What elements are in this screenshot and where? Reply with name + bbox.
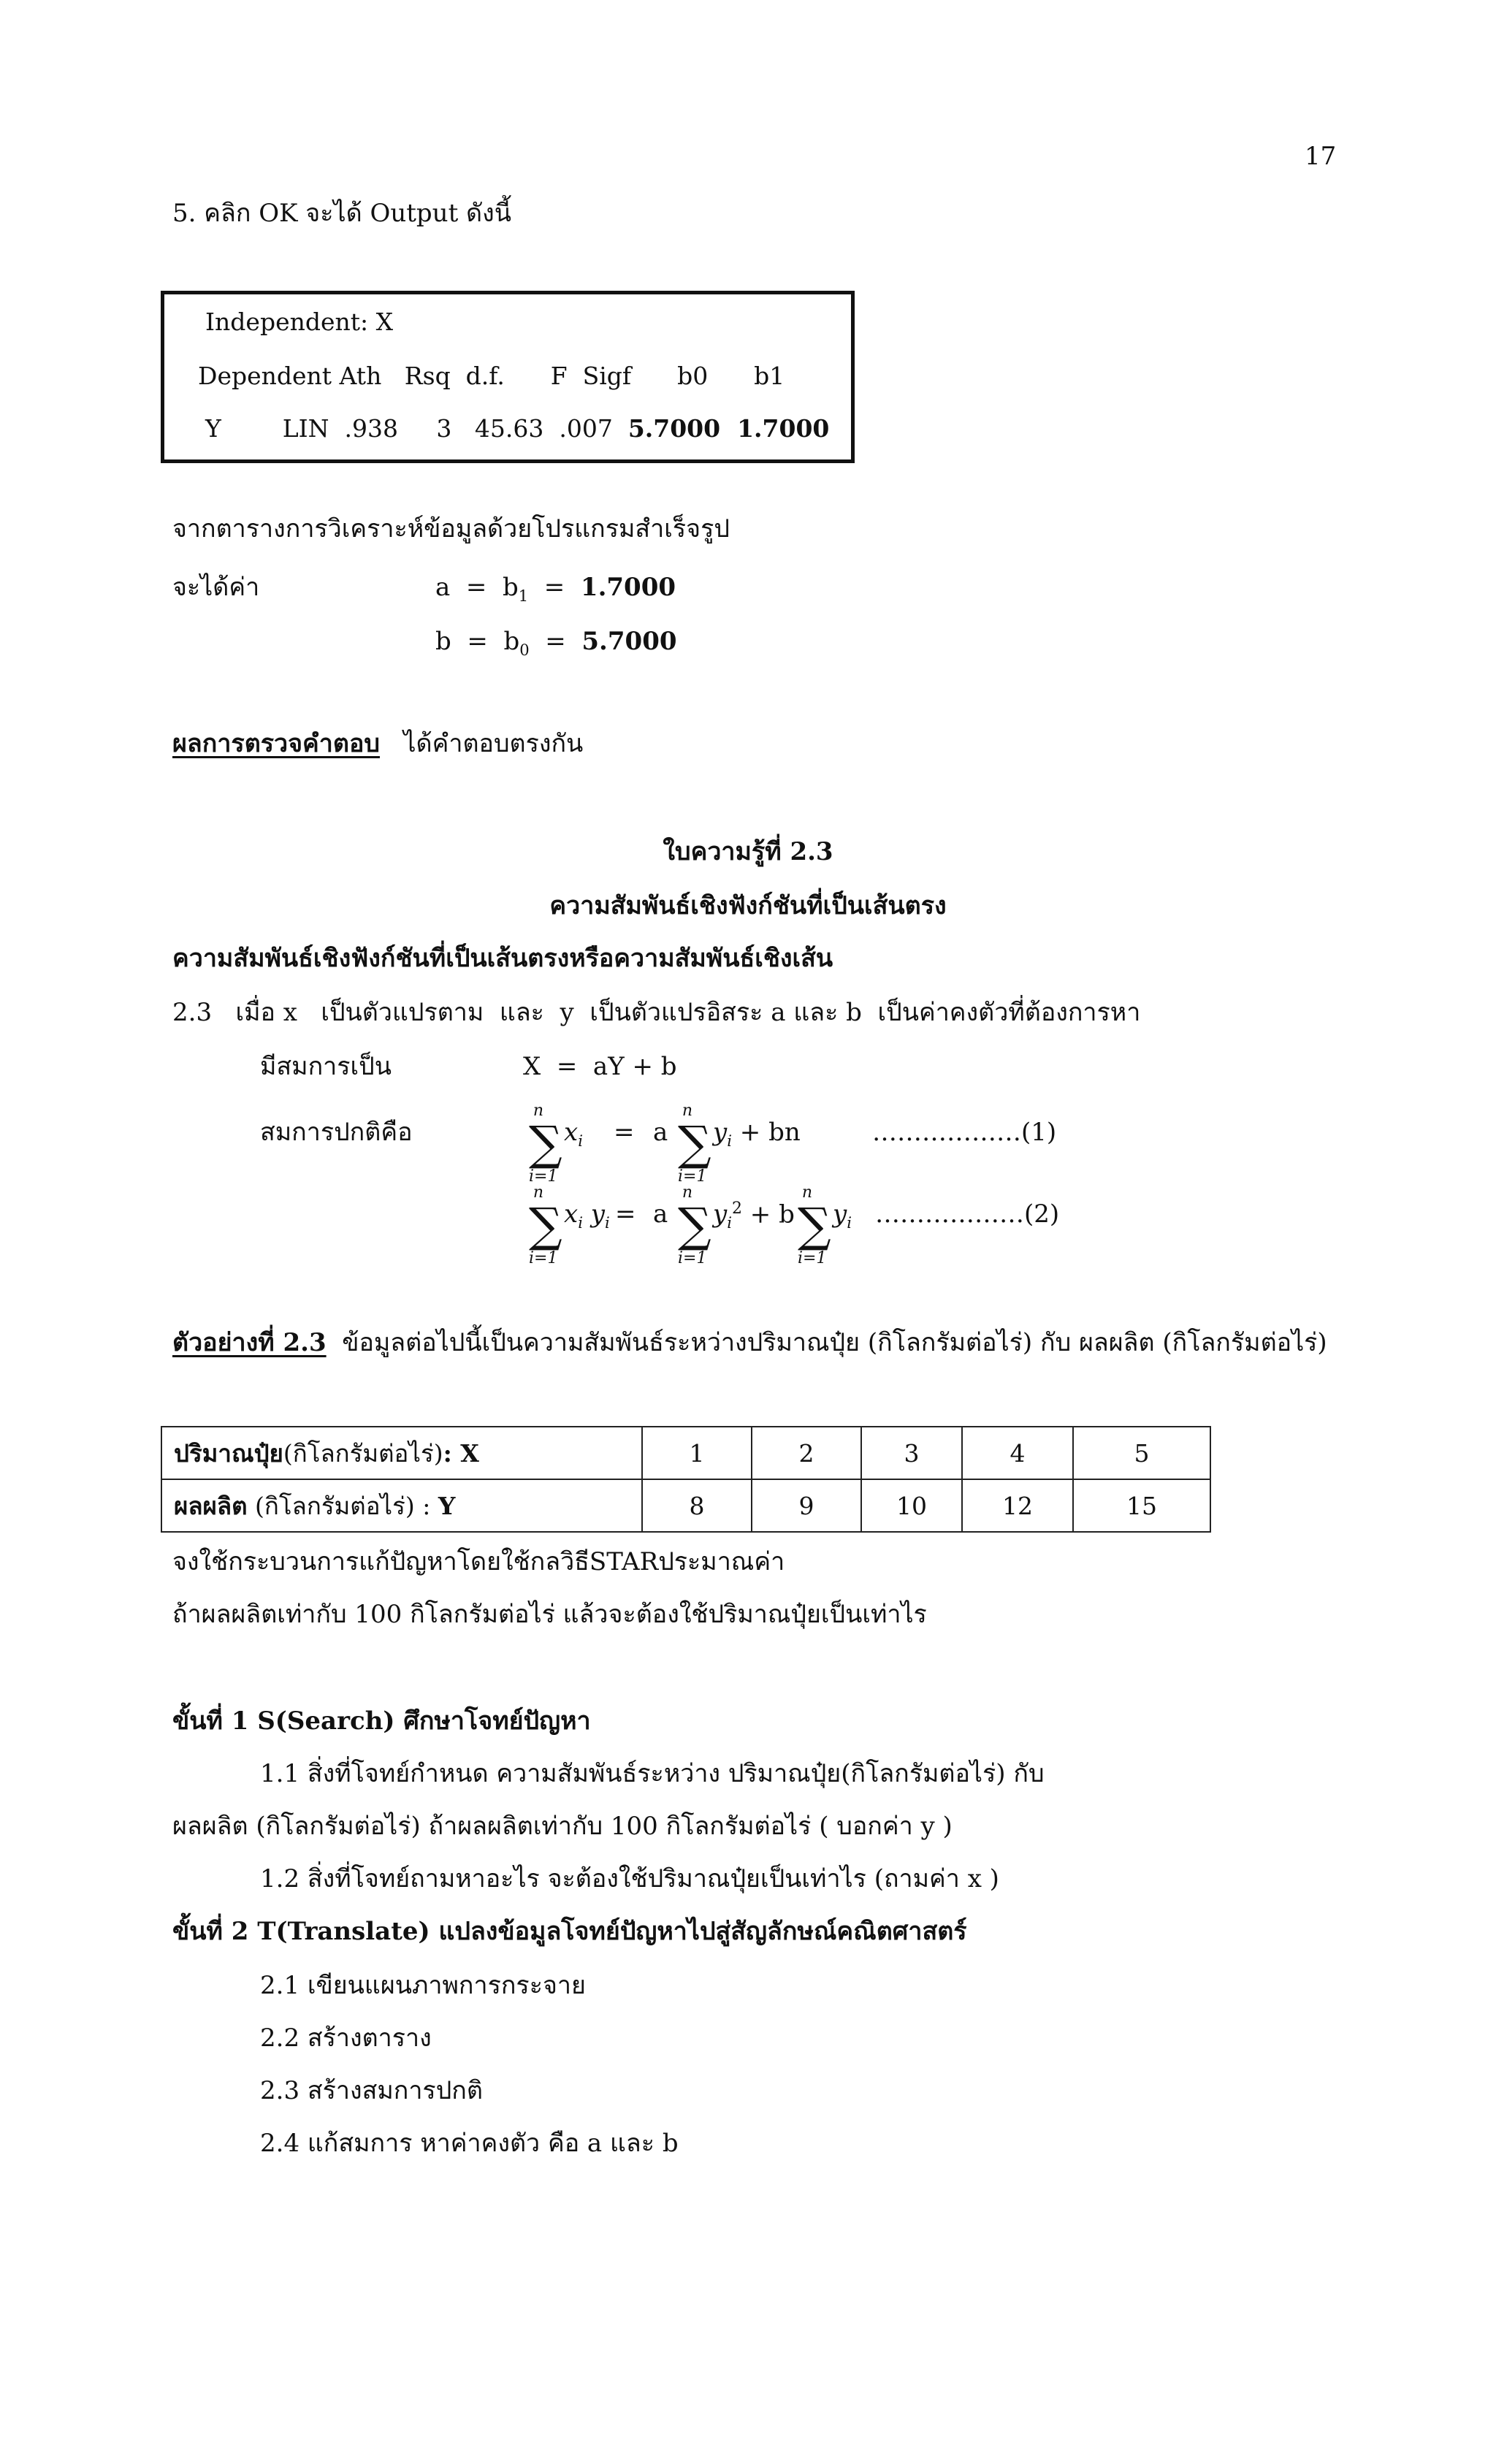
example-label: ตัวอย่างที่ 2.3 (172, 1328, 327, 1357)
eq2-middle: $y_i^2 + b$ (713, 1199, 795, 1232)
table-cell: 4 (962, 1427, 1073, 1479)
eq2-coef-a: a (653, 1199, 668, 1229)
b-eq-value: 5.7000 (581, 627, 677, 656)
step-2-1: 2.1 เขียนแผนภาพการกระจาย (260, 1971, 586, 2000)
table-row (161, 1427, 1210, 1479)
eq1-sigma1-upper: n (533, 1102, 544, 1120)
table-cell: 8 (642, 1479, 752, 1532)
eq2-yi: $y_i$ (833, 1199, 852, 1232)
task-line-1: จงใช้กระบวนการแก้ปัญหาโดยใช้กลวิธีSTARประมาณค่า (172, 1547, 785, 1576)
eq2-sigma3 (798, 1183, 831, 1269)
definition-line: 2.3 เมื่อ x เป็นตัวแปรตาม และ y เป็นตัวแปรอิสระ a และ b เป็นค่าคงตัวที่ต้องการหา (172, 998, 1141, 1027)
knowledge-heading: ความสัมพันธ์เชิงฟังก์ชันที่เป็นเส้นตรงหรือความสัมพันธ์เชิงเส้น (172, 944, 833, 973)
sigma-symbol: ∑ (529, 1117, 562, 1172)
step-1-title: ขั้นที่ 1 S(Search) ศึกษาโจทย์ปัญหา (172, 1706, 591, 1736)
sigma-symbol: ∑ (529, 1199, 562, 1254)
eq2-xiyi: $x_i$ $y_i$ (564, 1199, 610, 1232)
b-eq-mid: = (529, 627, 582, 656)
data-table (161, 1426, 1211, 1533)
row-header-var: Y (438, 1491, 456, 1520)
row-header-var: : X (443, 1438, 479, 1468)
knowledge-subtitle: ความสัมพันธ์เชิงฟังก์ชันที่เป็นเส้นตรง (549, 891, 947, 920)
answer-check-label: ผลการตรวจคำตอบ (172, 729, 380, 758)
sigma-symbol: ∑ (678, 1199, 711, 1254)
output-line-2: Dependent Ath Rsq d.f. F Sigf b0 b1 (198, 362, 785, 390)
step-2-3: 2.3 สร้างสมการปกติ (260, 2076, 483, 2105)
knowledge-title: ใบความรู้ที่ 2.3 (663, 837, 833, 866)
row-header-rest: (กิโลกรัมต่อไร่) (283, 1438, 443, 1468)
step-1-2: 1.2 สิ่งที่โจทย์ถามหาอะไร จะต้องใช้ปริมาณปุ๋ยเป็นเท่าไร (ถามค่า x ) (260, 1864, 999, 1893)
output-line-3-plain: Y LIN .938 3 45.63 .007 (205, 414, 628, 443)
eq2-sigma2 (678, 1183, 711, 1269)
analysis-intro: จากตารางการวิเคราะห์ข้อมูลด้วยโปรแกรมสำเร็จรูป (172, 514, 730, 543)
a-eq-sub: 1 (518, 586, 529, 605)
eq2-sigma2-upper: n (682, 1183, 693, 1202)
row-header-yield (161, 1479, 642, 1532)
b-eq-prefix: b = b (435, 627, 520, 656)
table-cell: 2 (752, 1427, 861, 1479)
table-cell: 10 (861, 1479, 962, 1532)
equation-label: มีสมการเป็น (260, 1052, 392, 1081)
values-label: จะได้ค่า (172, 573, 260, 602)
answer-check-text: ได้คำตอบตรงกัน (403, 729, 584, 758)
eq1-xi: $x_i$ (564, 1118, 583, 1150)
eq1-sigma2-upper: n (682, 1102, 693, 1120)
eq2-sigma3-lower: i=1 (798, 1249, 827, 1268)
table-cell: 1 (642, 1427, 752, 1479)
sigma-symbol: ∑ (798, 1199, 831, 1254)
eq2-reference: ………………(2) (875, 1199, 1060, 1229)
a-eq-prefix: a = b (435, 573, 519, 602)
eq2-sigma1 (529, 1183, 562, 1269)
step-2-2: 2.2 สร้างตาราง (260, 2024, 432, 2053)
row-header-bold: ผลผลิต (174, 1491, 248, 1520)
table-cell: 15 (1073, 1479, 1210, 1532)
sigma-symbol: ∑ (678, 1117, 711, 1172)
eq2-sigma1-lower: i=1 (529, 1249, 558, 1268)
step-1-1-line-a: 1.1 สิ่งที่โจทย์กำหนด ความสัมพันธ์ระหว่าง ปริมาณปุ๋ย(กิโลกรัมต่อไร่) กับ (260, 1759, 1045, 1788)
example-text: ข้อมูลต่อไปนี้เป็นความสัมพันธ์ระหว่างปริมาณปุ๋ย (กิโลกรัมต่อไร่) กับ ผลผลิต (กิโลกรัมต่อไร่) (342, 1328, 1327, 1357)
eq2-sigma3-upper: n (801, 1183, 813, 1202)
linear-equation: X = aY + b (523, 1052, 677, 1081)
a-eq-value: 1.7000 (580, 573, 676, 602)
output-coefficients: 5.7000 1.7000 (627, 414, 830, 443)
a-eq-mid: = (528, 573, 581, 602)
step-5-line: 5. คลิก OK จะได้ Output ดังนี้ (172, 199, 511, 228)
a-equation (435, 573, 676, 605)
table-cell: 5 (1073, 1427, 1210, 1479)
eq1-coef-a: a (653, 1118, 668, 1147)
step-1-1-line-b: ผลผลิต (กิโลกรัมต่อไร่) ถ้าผลผลิตเท่ากับ 100 กิโลกรัมต่อไร่ ( บอกค่า y ) (172, 1812, 953, 1841)
eq1-sigma2-lower: i=1 (678, 1167, 707, 1186)
row-header-rest: (กิโลกรัมต่อไร่) : (247, 1491, 438, 1520)
b-eq-sub: 0 (519, 640, 530, 659)
example-line (172, 1328, 1327, 1358)
page-number: 17 (1305, 142, 1337, 171)
eq1-sigma2 (678, 1102, 711, 1187)
output-box (161, 291, 855, 463)
answer-check (172, 729, 583, 759)
normal-equation-label: สมการปกติคือ (260, 1118, 413, 1147)
eq2-sigma1-upper: n (533, 1183, 544, 1202)
row-header-fertilizer (161, 1427, 642, 1479)
output-line-3 (205, 414, 829, 443)
eq1-equals: = (614, 1118, 635, 1147)
table-cell: 12 (962, 1479, 1073, 1532)
eq1-reference: ………………(1) (872, 1118, 1057, 1147)
task-line-2: ถ้าผลผลิตเท่ากับ 100 กิโลกรัมต่อไร่ แล้วจะต้องใช้ปริมาณปุ๋ยเป็นเท่าไร (172, 1600, 927, 1629)
eq1-sigma1 (529, 1102, 562, 1187)
output-line-1: Independent: X (205, 308, 394, 336)
step-2-title: ขั้นที่ 2 T(Translate) แปลงข้อมูลโจทย์ปัญหาไปสู่สัญลักษณ์คณิตศาสตร์ (172, 1917, 967, 1946)
row-header-bold: ปริมาณปุ๋ย (174, 1438, 283, 1468)
b-equation (435, 627, 677, 659)
table-cell: 9 (752, 1479, 861, 1532)
eq1-rhs: $y_i$ + bn (713, 1118, 801, 1150)
eq2-sigma2-lower: i=1 (678, 1249, 707, 1268)
eq1-sigma1-lower: i=1 (529, 1167, 558, 1186)
table-row (161, 1479, 1210, 1532)
table-cell: 3 (861, 1427, 962, 1479)
eq2-equals: = (615, 1199, 636, 1229)
step-2-4: 2.4 แก้สมการ หาค่าคงตัว คือ a และ b (260, 2129, 679, 2158)
